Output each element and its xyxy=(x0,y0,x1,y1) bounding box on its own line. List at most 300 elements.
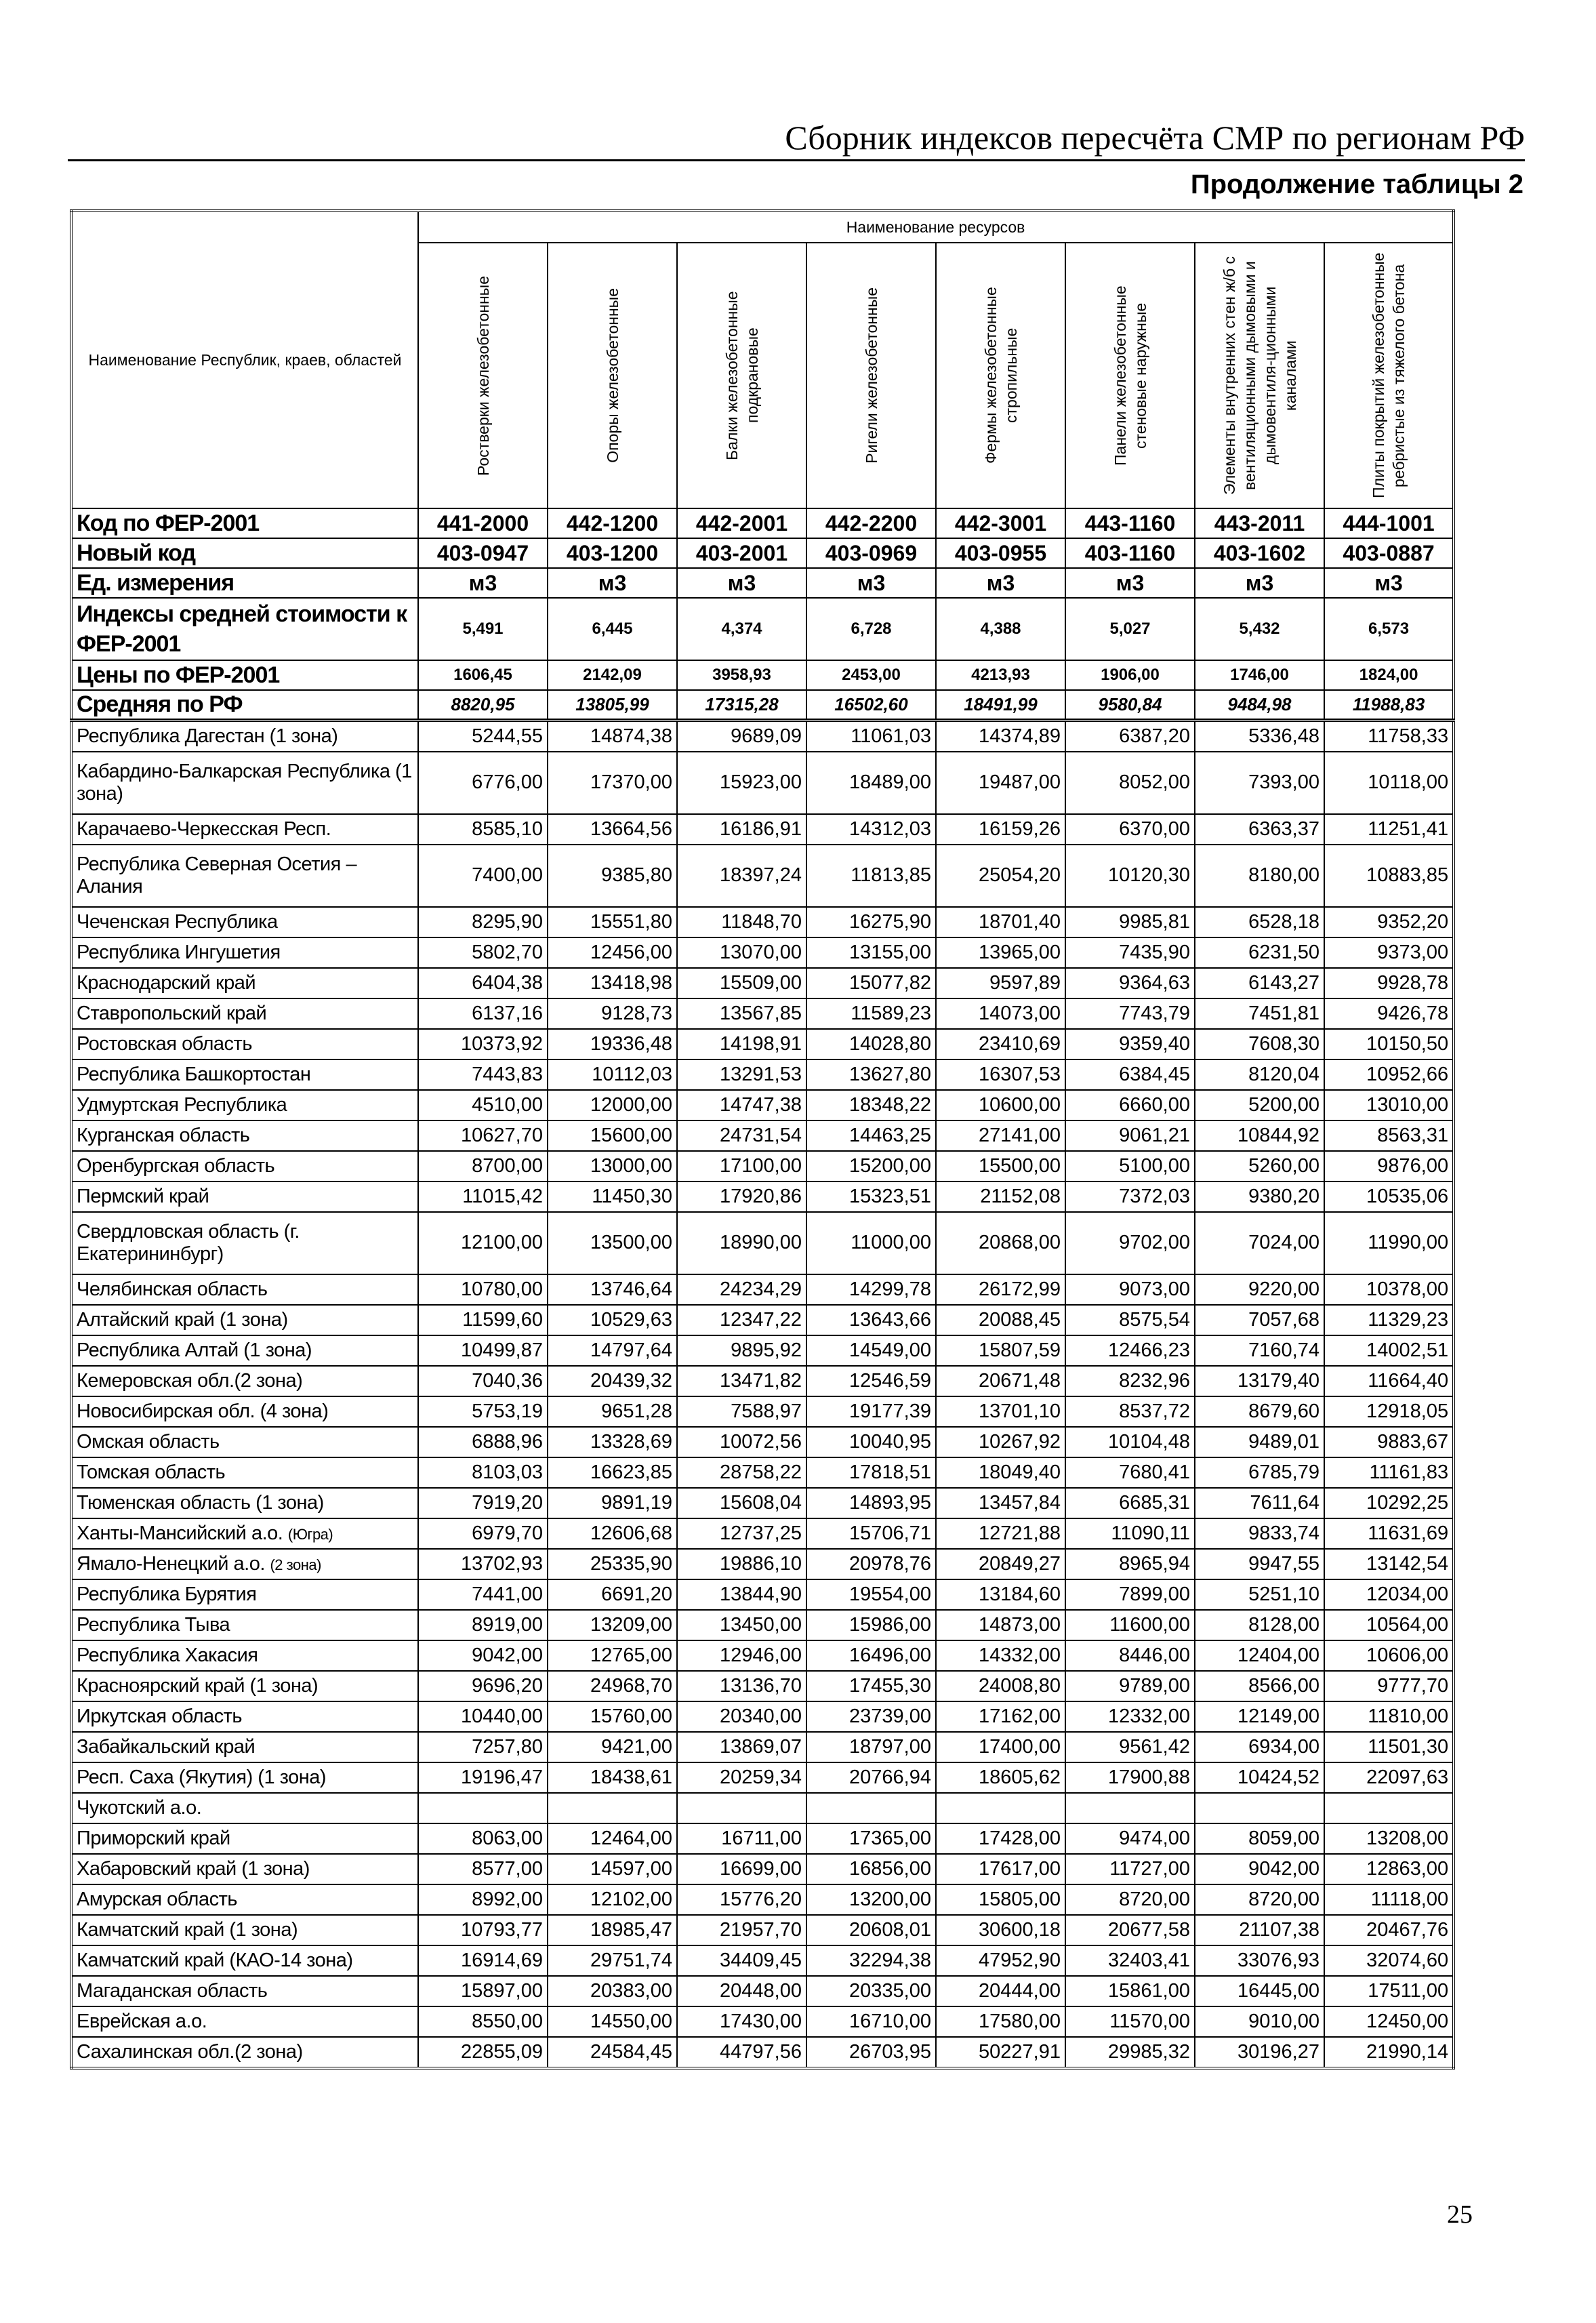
price-cell: 12466,23 xyxy=(1065,1335,1195,1366)
meta-cell: 18491,99 xyxy=(936,690,1065,720)
price-cell: 9689,09 xyxy=(677,720,806,752)
price-cell: 11161,83 xyxy=(1324,1457,1454,1488)
price-cell: 12606,68 xyxy=(548,1518,677,1549)
region-name-text: Приморский край xyxy=(77,1827,230,1849)
region-row xyxy=(71,1640,1454,1671)
region-row xyxy=(71,1854,1454,1884)
price-cell: 6685,31 xyxy=(1065,1488,1195,1518)
price-cell: 17511,00 xyxy=(1324,1976,1454,2006)
price-cell: 20088,45 xyxy=(936,1305,1065,1335)
price-cell: 9489,01 xyxy=(1195,1427,1324,1457)
price-cell: 7040,36 xyxy=(418,1366,548,1396)
page-number: 25 xyxy=(1447,2200,1473,2229)
price-cell: 9883,67 xyxy=(1324,1427,1454,1457)
region-name xyxy=(71,1212,418,1274)
price-cell: 10529,63 xyxy=(548,1305,677,1335)
region-name-text: Пермский край xyxy=(77,1185,209,1207)
meta-cell: 11988,83 xyxy=(1324,690,1454,720)
resource-column-label: Балки железобетонные подкрановые xyxy=(722,291,761,460)
price-cell: 16914,69 xyxy=(418,1945,548,1976)
price-index-table xyxy=(70,209,1455,2069)
price-cell: 10267,92 xyxy=(936,1427,1065,1457)
price-cell: 20383,00 xyxy=(548,1976,677,2006)
price-cell: 7443,83 xyxy=(418,1059,548,1090)
price-cell xyxy=(806,1793,936,1823)
meta-cell: 443-2011 xyxy=(1195,508,1324,538)
price-cell: 18348,22 xyxy=(806,1090,936,1120)
price-cell: 10040,95 xyxy=(806,1427,936,1457)
region-name xyxy=(71,1396,418,1427)
price-index-table-wrapper xyxy=(70,209,1454,2069)
region-name-text: Карачаево-Черкесская Респ. xyxy=(77,817,331,840)
price-cell: 6979,70 xyxy=(418,1518,548,1549)
price-cell: 12347,22 xyxy=(677,1305,806,1335)
price-cell: 13500,00 xyxy=(548,1212,677,1274)
price-cell: 24234,29 xyxy=(677,1274,806,1305)
price-cell: 8537,72 xyxy=(1065,1396,1195,1427)
price-cell: 7441,00 xyxy=(418,1579,548,1610)
meta-cell: м3 xyxy=(1195,568,1324,598)
price-cell: 16856,00 xyxy=(806,1854,936,1884)
price-cell: 9947,55 xyxy=(1195,1549,1324,1579)
region-name xyxy=(71,1181,418,1212)
region-row xyxy=(71,2037,1454,2068)
meta-cell: 5,432 xyxy=(1195,598,1324,660)
price-cell: 14747,38 xyxy=(677,1090,806,1120)
meta-cell: 1906,00 xyxy=(1065,660,1195,690)
price-cell: 16623,85 xyxy=(548,1457,677,1488)
meta-cell: 442-2001 xyxy=(677,508,806,538)
price-cell: 11329,23 xyxy=(1324,1305,1454,1335)
region-name xyxy=(71,1610,418,1640)
row-label: Новый код xyxy=(71,538,418,568)
region-name xyxy=(71,998,418,1029)
price-cell: 21990,14 xyxy=(1324,2037,1454,2068)
region-name-text: Кабардино-Балкарская Республика (1 зона) xyxy=(77,760,412,805)
price-cell: 20677,58 xyxy=(1065,1915,1195,1945)
price-cell: 15551,80 xyxy=(548,907,677,937)
price-cell: 11758,33 xyxy=(1324,720,1454,752)
price-cell: 13664,56 xyxy=(548,814,677,845)
meta-cell: м3 xyxy=(548,568,677,598)
price-cell: 13208,00 xyxy=(1324,1823,1454,1854)
price-cell: 29985,32 xyxy=(1065,2037,1195,2068)
price-cell: 9380,20 xyxy=(1195,1181,1324,1212)
region-name-text: Сахалинская обл.(2 зона) xyxy=(77,2040,303,2063)
price-cell: 11450,30 xyxy=(548,1181,677,1212)
price-cell: 16307,53 xyxy=(936,1059,1065,1090)
price-cell: 14549,00 xyxy=(806,1335,936,1366)
meta-cell: м3 xyxy=(936,568,1065,598)
region-name-text: Республика Северная Осетия – Алания xyxy=(77,853,357,897)
row-label: Средняя по РФ xyxy=(71,690,418,720)
region-name xyxy=(71,1090,418,1120)
meta-cell: 5,027 xyxy=(1065,598,1195,660)
price-cell: 7435,90 xyxy=(1065,937,1195,968)
price-cell: 11848,70 xyxy=(677,907,806,937)
region-row xyxy=(71,752,1454,814)
meta-cell: 442-1200 xyxy=(548,508,677,538)
price-cell xyxy=(936,1793,1065,1823)
price-cell: 13457,84 xyxy=(936,1488,1065,1518)
price-cell: 11501,30 xyxy=(1324,1732,1454,1762)
price-cell xyxy=(1065,1793,1195,1823)
price-cell: 10535,06 xyxy=(1324,1181,1454,1212)
price-cell: 8446,00 xyxy=(1065,1640,1195,1671)
price-cell: 14374,89 xyxy=(936,720,1065,752)
price-cell: 17430,00 xyxy=(677,2006,806,2037)
region-name-text: Иркутская область xyxy=(77,1705,243,1727)
price-cell: 9061,21 xyxy=(1065,1120,1195,1151)
price-cell: 10112,03 xyxy=(548,1059,677,1090)
price-cell: 17365,00 xyxy=(806,1823,936,1854)
price-cell: 11251,41 xyxy=(1324,814,1454,845)
price-cell: 15600,00 xyxy=(548,1120,677,1151)
price-cell: 24584,45 xyxy=(548,2037,677,2068)
price-cell: 8575,54 xyxy=(1065,1305,1195,1335)
price-cell: 20978,76 xyxy=(806,1549,936,1579)
price-cell: 8103,03 xyxy=(418,1457,548,1488)
price-cell: 20766,94 xyxy=(806,1762,936,1793)
price-cell: 18990,00 xyxy=(677,1212,806,1274)
region-row xyxy=(71,1701,1454,1732)
price-cell: 5802,70 xyxy=(418,937,548,968)
meta-cell: м3 xyxy=(1324,568,1454,598)
price-cell: 5251,10 xyxy=(1195,1579,1324,1610)
region-name-text: Новосибирская обл. (4 зона) xyxy=(77,1400,329,1422)
price-cell: 10440,00 xyxy=(418,1701,548,1732)
price-cell: 12000,00 xyxy=(548,1090,677,1120)
price-cell: 47952,90 xyxy=(936,1945,1065,1976)
price-cell: 12863,00 xyxy=(1324,1854,1454,1884)
price-cell: 9777,70 xyxy=(1324,1671,1454,1701)
price-cell: 6231,50 xyxy=(1195,937,1324,968)
price-cell: 7057,68 xyxy=(1195,1305,1324,1335)
meta-cell: м3 xyxy=(677,568,806,598)
price-cell: 9891,19 xyxy=(548,1488,677,1518)
price-cell: 11631,69 xyxy=(1324,1518,1454,1549)
price-cell: 10072,56 xyxy=(677,1427,806,1457)
price-cell: 9373,00 xyxy=(1324,937,1454,968)
region-name xyxy=(71,1305,418,1335)
price-cell: 23739,00 xyxy=(806,1701,936,1732)
region-name-text: Республика Алтай (1 зона) xyxy=(77,1339,312,1361)
region-row xyxy=(71,2006,1454,2037)
price-cell: 12450,00 xyxy=(1324,2006,1454,2037)
meta-cell: 403-1160 xyxy=(1065,538,1195,568)
meta-cell: 403-0887 xyxy=(1324,538,1454,568)
price-cell: 6384,45 xyxy=(1065,1059,1195,1090)
region-row xyxy=(71,720,1454,752)
price-cell: 11118,00 xyxy=(1324,1884,1454,1915)
region-row xyxy=(71,1366,1454,1396)
price-cell: 13142,54 xyxy=(1324,1549,1454,1579)
region-row xyxy=(71,1151,1454,1181)
price-cell: 17400,00 xyxy=(936,1732,1065,1762)
meta-cell: 442-3001 xyxy=(936,508,1065,538)
price-cell: 33076,93 xyxy=(1195,1945,1324,1976)
price-cell: 20439,32 xyxy=(548,1366,677,1396)
region-name xyxy=(71,1120,418,1151)
meta-cell: 444-1001 xyxy=(1324,508,1454,538)
price-cell: 6934,00 xyxy=(1195,1732,1324,1762)
meta-cell: 16502,60 xyxy=(806,690,936,720)
price-cell: 15760,00 xyxy=(548,1701,677,1732)
price-cell: 12546,59 xyxy=(806,1366,936,1396)
price-cell: 15923,00 xyxy=(677,752,806,814)
price-cell: 10104,48 xyxy=(1065,1427,1195,1457)
price-cell: 15861,00 xyxy=(1065,1976,1195,2006)
price-cell: 18797,00 xyxy=(806,1732,936,1762)
price-cell: 16699,00 xyxy=(677,1854,806,1884)
price-cell: 9385,80 xyxy=(548,845,677,907)
region-name xyxy=(71,1335,418,1366)
price-cell: 15805,00 xyxy=(936,1884,1065,1915)
region-name xyxy=(71,1274,418,1305)
price-cell: 6370,00 xyxy=(1065,814,1195,845)
region-name-text: Кемеровская обл.(2 зона) xyxy=(77,1369,303,1392)
price-cell: 19196,47 xyxy=(418,1762,548,1793)
meta-cell: 403-0969 xyxy=(806,538,936,568)
new-code-row xyxy=(71,538,1454,568)
price-cell: 17900,88 xyxy=(1065,1762,1195,1793)
region-row xyxy=(71,1549,1454,1579)
region-row xyxy=(71,1671,1454,1701)
meta-cell: 1824,00 xyxy=(1324,660,1454,690)
price-cell: 27141,00 xyxy=(936,1120,1065,1151)
price-cell: 8059,00 xyxy=(1195,1823,1324,1854)
price-cell: 5200,00 xyxy=(1195,1090,1324,1120)
resource-column-label: Фермы железобетонные стропильные xyxy=(981,287,1020,464)
region-row xyxy=(71,1945,1454,1976)
price-cell: 24008,80 xyxy=(936,1671,1065,1701)
price-cell: 25335,90 xyxy=(548,1549,677,1579)
region-name xyxy=(71,1427,418,1457)
region-name xyxy=(71,2037,418,2068)
price-cell: 13450,00 xyxy=(677,1610,806,1640)
region-row xyxy=(71,1884,1454,1915)
price-cell xyxy=(418,1793,548,1823)
price-cell: 20448,00 xyxy=(677,1976,806,2006)
row-label: Код по ФЕР-2001 xyxy=(71,508,418,538)
meta-cell: 8820,95 xyxy=(418,690,548,720)
region-name xyxy=(71,1884,418,1915)
resource-column-header xyxy=(548,243,677,508)
running-head xyxy=(68,119,1525,161)
price-cell: 8919,00 xyxy=(418,1610,548,1640)
region-name-text: Республика Хакасия xyxy=(77,1644,258,1666)
price-cell: 13179,40 xyxy=(1195,1366,1324,1396)
price-cell: 13702,93 xyxy=(418,1549,548,1579)
meta-cell: 6,573 xyxy=(1324,598,1454,660)
price-cell: 8679,60 xyxy=(1195,1396,1324,1427)
price-cell: 10424,52 xyxy=(1195,1762,1324,1793)
region-row xyxy=(71,1090,1454,1120)
price-cell: 15706,71 xyxy=(806,1518,936,1549)
region-name-text: Республика Ингушетия xyxy=(77,941,281,963)
region-row xyxy=(71,1518,1454,1549)
resource-column-label: Элементы внутренних стен ж/б с вентиляционными дымовыми и дымовентиля-ционными каналами xyxy=(1220,256,1299,495)
price-cell: 12149,00 xyxy=(1195,1701,1324,1732)
region-name-text: Республика Тыва xyxy=(77,1613,230,1636)
resource-column-header xyxy=(1195,243,1324,508)
region-name xyxy=(71,1823,418,1854)
price-cell: 10952,66 xyxy=(1324,1059,1454,1090)
region-row xyxy=(71,814,1454,845)
region-name xyxy=(71,1671,418,1701)
price-cell: 10606,00 xyxy=(1324,1640,1454,1671)
region-row xyxy=(71,1732,1454,1762)
price-cell: 8700,00 xyxy=(418,1151,548,1181)
price-cell: 11813,85 xyxy=(806,845,936,907)
price-cell: 18605,62 xyxy=(936,1762,1065,1793)
price-cell: 5336,48 xyxy=(1195,720,1324,752)
price-cell: 13746,64 xyxy=(548,1274,677,1305)
price-cell: 17428,00 xyxy=(936,1823,1065,1854)
price-cell: 16186,91 xyxy=(677,814,806,845)
region-name xyxy=(71,1701,418,1732)
rf-average-row xyxy=(71,690,1454,720)
resource-column-header xyxy=(418,243,548,508)
price-cell: 9789,00 xyxy=(1065,1671,1195,1701)
price-cell: 8720,00 xyxy=(1195,1884,1324,1915)
region-name-note: (2 зона) xyxy=(270,1556,321,1573)
region-name-note: (Югра) xyxy=(287,1525,333,1543)
region-name-text: Свердловская область (г. Екатерининбург) xyxy=(77,1220,300,1265)
price-cell: 9010,00 xyxy=(1195,2006,1324,2037)
meta-cell: 3958,93 xyxy=(677,660,806,690)
region-name-text: Забайкальский край xyxy=(77,1735,255,1758)
price-cell: 9474,00 xyxy=(1065,1823,1195,1854)
meta-cell: 2142,09 xyxy=(548,660,677,690)
region-row xyxy=(71,1976,1454,2006)
price-cell: 30600,18 xyxy=(936,1915,1065,1945)
region-name-text: Оренбургская область xyxy=(77,1154,275,1177)
price-cell: 19886,10 xyxy=(677,1549,806,1579)
table-continuation-title: Продолжение таблицы 2 xyxy=(1190,169,1523,199)
price-cell: 32074,60 xyxy=(1324,1945,1454,1976)
price-cell: 14873,00 xyxy=(936,1610,1065,1640)
price-cell: 8550,00 xyxy=(418,2006,548,2037)
region-name xyxy=(71,907,418,937)
price-cell: 5753,19 xyxy=(418,1396,548,1427)
price-cell: 7919,20 xyxy=(418,1488,548,1518)
price-cell: 7588,97 xyxy=(677,1396,806,1427)
price-cell: 8295,90 xyxy=(418,907,548,937)
price-cell: 15776,20 xyxy=(677,1884,806,1915)
meta-cell: 403-1602 xyxy=(1195,538,1324,568)
price-cell: 9928,78 xyxy=(1324,968,1454,998)
price-cell: 11810,00 xyxy=(1324,1701,1454,1732)
meta-cell: 9580,84 xyxy=(1065,690,1195,720)
price-cell: 13643,66 xyxy=(806,1305,936,1335)
price-cell: 13209,00 xyxy=(548,1610,677,1640)
price-cell: 7160,74 xyxy=(1195,1335,1324,1366)
meta-cell: 443-1160 xyxy=(1065,508,1195,538)
price-cell: 10564,00 xyxy=(1324,1610,1454,1640)
region-name-text: Ростовская область xyxy=(77,1032,252,1055)
region-name xyxy=(71,1488,418,1518)
price-cell: 13844,90 xyxy=(677,1579,806,1610)
price-cell: 8232,96 xyxy=(1065,1366,1195,1396)
price-cell: 6404,38 xyxy=(418,968,548,998)
price-cell: 14073,00 xyxy=(936,998,1065,1029)
price-cell: 6363,37 xyxy=(1195,814,1324,845)
price-cell xyxy=(1324,1793,1454,1823)
price-cell: 13136,70 xyxy=(677,1671,806,1701)
price-cell: 16496,00 xyxy=(806,1640,936,1671)
price-cell: 21152,08 xyxy=(936,1181,1065,1212)
price-cell: 20868,00 xyxy=(936,1212,1065,1274)
row-label: Индексы средней стоимости к ФЕР-2001 xyxy=(71,598,418,660)
price-cell: 14198,91 xyxy=(677,1029,806,1059)
region-row xyxy=(71,1579,1454,1610)
price-cell: 17162,00 xyxy=(936,1701,1065,1732)
price-cell: 20608,01 xyxy=(806,1915,936,1945)
price-cell: 9220,00 xyxy=(1195,1274,1324,1305)
region-name xyxy=(71,1518,418,1549)
resources-group-header: Наименование ресурсов xyxy=(418,211,1454,243)
price-cell: 20444,00 xyxy=(936,1976,1065,2006)
region-row xyxy=(71,845,1454,907)
price-cell: 9651,28 xyxy=(548,1396,677,1427)
price-cell: 12332,00 xyxy=(1065,1701,1195,1732)
price-cell: 7611,64 xyxy=(1195,1488,1324,1518)
price-cell: 9876,00 xyxy=(1324,1151,1454,1181)
price-cell: 32403,41 xyxy=(1065,1945,1195,1976)
meta-cell: 9484,98 xyxy=(1195,690,1324,720)
price-cell: 20340,00 xyxy=(677,1701,806,1732)
price-cell: 17580,00 xyxy=(936,2006,1065,2037)
price-cell: 9696,20 xyxy=(418,1671,548,1701)
price-cell: 13701,10 xyxy=(936,1396,1065,1427)
price-cell: 26172,99 xyxy=(936,1274,1065,1305)
price-cell: 26703,95 xyxy=(806,2037,936,2068)
region-name xyxy=(71,814,418,845)
region-name-text: Ставропольский край xyxy=(77,1002,267,1024)
region-row xyxy=(71,1610,1454,1640)
price-cell: 13965,00 xyxy=(936,937,1065,968)
price-cell: 7743,79 xyxy=(1065,998,1195,1029)
price-cell: 18049,40 xyxy=(936,1457,1065,1488)
price-cell: 10150,50 xyxy=(1324,1029,1454,1059)
price-cell xyxy=(548,1793,677,1823)
price-cell: 12464,00 xyxy=(548,1823,677,1854)
price-cell: 32294,38 xyxy=(806,1945,936,1976)
price-cell: 6785,79 xyxy=(1195,1457,1324,1488)
region-name-text: Чеченская Республика xyxy=(77,910,278,933)
price-cell: 9359,40 xyxy=(1065,1029,1195,1059)
region-row xyxy=(71,1457,1454,1488)
price-cell: 14463,25 xyxy=(806,1120,936,1151)
region-name-text: Еврейская а.о. xyxy=(77,2010,207,2032)
region-row xyxy=(71,1274,1454,1305)
region-row xyxy=(71,1488,1454,1518)
resource-column-label: Опоры железобетонные xyxy=(603,288,621,463)
meta-cell: 442-2200 xyxy=(806,508,936,538)
price-cell: 14550,00 xyxy=(548,2006,677,2037)
row-label: Ед. измерения xyxy=(71,568,418,598)
running-head-title: Сборник индексов пересчёта СМР по регионам РФ xyxy=(785,119,1525,157)
price-cell: 24968,70 xyxy=(548,1671,677,1701)
price-cell: 4510,00 xyxy=(418,1090,548,1120)
price-cell xyxy=(1195,1793,1324,1823)
meta-cell: 441-2000 xyxy=(418,508,548,538)
region-name xyxy=(71,968,418,998)
region-row xyxy=(71,968,1454,998)
price-cell: 9985,81 xyxy=(1065,907,1195,937)
price-cell: 12404,00 xyxy=(1195,1640,1324,1671)
